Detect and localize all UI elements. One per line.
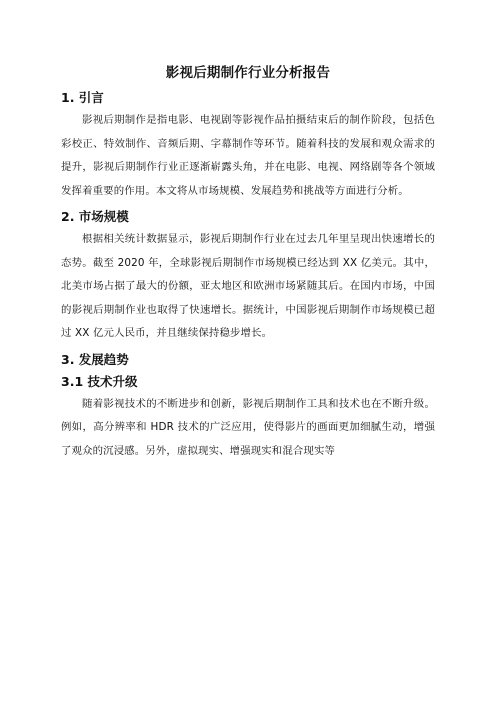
paragraph-market-size: 根据相关统计数据显示，影视后期制作行业在过去几年里呈现出快速增长的态势。截至 2020 年，全球影视后期制作市场规模已经达到 XX 亿美元。其中，北美市场占据了最大的份额，亚太地区和欧洲市场紧随其后。在国内市场，中国的影视后期制作业也取得了快速增长。据统计，中国影视后期制作市场规模已超过 XX 亿元人民币，并且继续保持稳步增长。 <box>61 233 435 339</box>
paragraph-introduction: 影视后期制作是指电影、电视剧等影视作品拍摄结束后的制作阶段，包括色彩校正、特效制作、音频后期、字幕制作等环节。随着科技的发展和观众需求的提升，影视后期制作行业正逐渐崭露头角，并在电影、电视、网络剧等各个领域发挥着重要的作用。本文将从市场规模、发展趋势和挑战等方面进行分析。 <box>61 114 435 197</box>
document-title: 影视后期制作行业分析报告 <box>165 65 331 81</box>
paragraph-tech-upgrade: 随着影视技术的不断进步和创新，影视后期制作工具和技术也在不断升级。例如，高分辨率和 HDR 技术的广泛应用，使得影片的画面更加细腻生动，增强了观众的沉浸感。另外，虚拟现实、增强现实和混合现实等 <box>61 397 435 457</box>
section-trends <box>61 352 435 464</box>
section-introduction <box>61 90 435 203</box>
subsection-heading-tech-upgrade: 3.1 技术升级 <box>61 373 138 389</box>
section-market-size <box>61 209 435 346</box>
section-heading-market-size: 2. 市场规模 <box>61 209 129 224</box>
section-heading-introduction: 1. 引言 <box>61 90 104 105</box>
section-heading-trends: 3. 发展趋势 <box>61 351 129 367</box>
